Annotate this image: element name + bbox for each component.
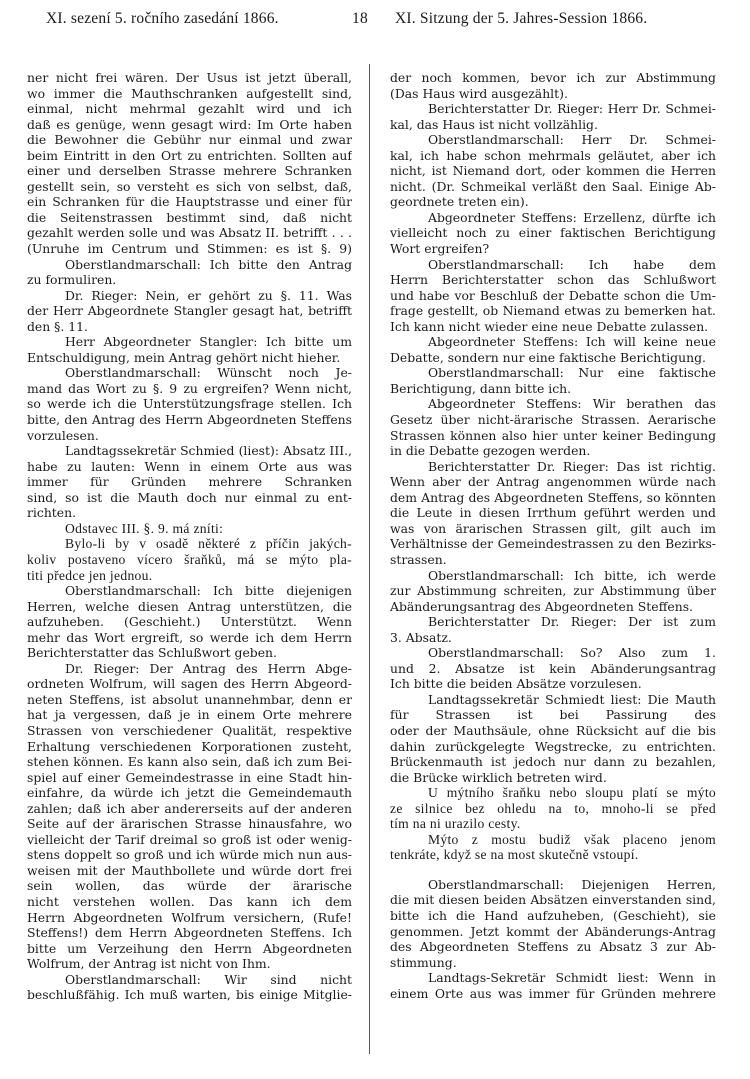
text-line: kal, das Haus ist nicht vollzählig. bbox=[390, 116, 598, 132]
text-line: beim Eintritt in den Ort zu entrichten. Sollten auf bbox=[27, 147, 352, 163]
right-text-column bbox=[390, 70, 716, 1001]
text-line: wo immer die Mauthschranken aufgestellt sind, bbox=[27, 85, 352, 101]
text-line: Oberstlandmarschall: So? Also zum 1. bbox=[428, 645, 716, 661]
text-line: Debatte, sondern nur eine faktische Berichtigung. bbox=[390, 349, 706, 365]
text-line: Wolfrum, der Antrag ist nicht von Ihm. bbox=[27, 956, 271, 972]
text-line: Gesetz über nicht-ärarische Strassen. Aerarische bbox=[390, 412, 716, 428]
text-line: Bylo-li by v osadě některé z příčin jakých- bbox=[65, 536, 352, 552]
text-line: die Leute in diesen Irrthum geführt werden und bbox=[390, 505, 716, 521]
text-line: ze silnice bez ohledu na to, mnoho-li se před bbox=[390, 800, 716, 816]
text-line: Strassen von verschiedener Qualität, respektive bbox=[27, 722, 352, 738]
text-line: zu formuliren. bbox=[27, 272, 117, 288]
text-line: Berichterstatter Dr. Rieger: Der ist zum bbox=[428, 614, 716, 630]
text-line: gezahlt werden solle und was Absatz II. betrifft . . . bbox=[27, 225, 352, 241]
text-line: zahlen; daß ich aber andererseits auf der anderen bbox=[27, 800, 352, 816]
text-line: einfahre, da würde ich jetzt die Gemeindemauth bbox=[27, 785, 352, 801]
text-line: 3. Absatz. bbox=[390, 629, 452, 645]
text-line: sein wollen, das würde der ärarische bbox=[27, 878, 352, 894]
text-line: dahin zurückgelegte Wegstrecke, zu entrichten. bbox=[390, 738, 716, 754]
text-line: Strassen können also hier unter keiner Bedingung bbox=[390, 427, 716, 443]
text-line: dem Antrag des Abgeordneten Steffens, so könnten bbox=[390, 489, 716, 505]
text-line: geordnete treten ein). bbox=[390, 194, 529, 210]
text-line: vorzulesen. bbox=[27, 427, 99, 443]
text-line: die Brücke wirklich betreten wird. bbox=[390, 769, 607, 785]
text-line: der noch kommen, bevor ich zur Abstimmung bbox=[390, 70, 716, 85]
text-line: Herrn Berichterstatter schon das Schlußwort bbox=[390, 272, 716, 288]
text-line: bitte um Verzeihung den Herrn Abgeordneten bbox=[27, 940, 352, 956]
text-line: Steffens!) dem Herrn Abgeordneten Steffens. Ich bbox=[27, 925, 352, 941]
text-line: Ich bitte die beiden Absätze vorzulesen. bbox=[390, 676, 642, 692]
text-line: oder der Mauthsäule, ohne Rücksicht auf die bis bbox=[390, 722, 716, 738]
text-line: bitte, den Antrag des Herrn Abgeordneten Steffens bbox=[27, 412, 352, 428]
column-divider bbox=[369, 64, 370, 1054]
text-line: Oberstlandmarschall: Ich habe dem bbox=[428, 256, 716, 272]
text-line: habe zu lauten: Wenn in einem Orte aus was bbox=[27, 458, 352, 474]
text-line: Odstavec III. §. 9. má zníti: bbox=[65, 520, 224, 536]
text-line: Verhältnisse der Gemeindestrassen zu den Bezirks- bbox=[390, 536, 716, 552]
text-line: einmal, nicht mehrmal gezahlt wird und ich bbox=[27, 101, 352, 117]
text-line: Landtagssekretär Schmied (liest): Absatz III., bbox=[65, 443, 352, 459]
text-line: der Herr Abgeordnete Stangler gesagt hat, betrifft bbox=[27, 303, 352, 319]
text-line: Landtagssekretär Schmiedt liest: Die Mauth bbox=[428, 691, 716, 707]
text-line: einem Orte aus was immer für Gründen mehrere bbox=[390, 985, 716, 1001]
text-line: einer und derselben Strasse mehrere Schranken bbox=[27, 163, 352, 179]
text-line: ner nicht frei wären. Der Usus ist jetzt überall, bbox=[27, 70, 352, 85]
text-line: U mýtního šraňku nebo sloupu platí se mýto bbox=[428, 785, 716, 801]
text-line: Abgeordneter Steffens: Ich will keine neue bbox=[428, 334, 716, 350]
text-line: Berichterstatter Dr. Rieger: Das ist richtig. bbox=[428, 458, 716, 474]
text-line: und 2. Absatze ist kein Abänderungsantrag bbox=[390, 660, 716, 676]
text-line: Seite auf der ärarischen Strasse hinausfahre, wo bbox=[27, 816, 352, 832]
text-line: tenkráte, když se na most skutečně vstoupí. bbox=[390, 847, 639, 863]
text-line: Erhaltung verschiedenen Korporationen zusteht, bbox=[27, 738, 352, 754]
text-line: mand das Wort zu §. 9 zu ergreifen? Wenn nicht, bbox=[27, 380, 352, 396]
left-text-column bbox=[27, 70, 352, 1003]
text-line: Berichterstatter Dr. Rieger: Herr Dr. Schmei- bbox=[428, 101, 716, 117]
text-line: Berichterstatter das Schlußwort geben. bbox=[27, 645, 277, 661]
text-line: Oberstlandmarschall: Diejenigen Herren, bbox=[428, 876, 716, 892]
text-line: sind, so ist die Mauth doch nur einmal zu ent- bbox=[27, 489, 352, 505]
text-line: tím na ni urazilo cesty. bbox=[390, 816, 521, 832]
text-line: Dr. Rieger: Nein, er gehört zu §. 11. Was bbox=[65, 287, 352, 303]
text-line: Abänderungsantrag des Abgeordneten Steffens. bbox=[390, 598, 693, 614]
text-line: (Das Haus wird ausgezählt). bbox=[390, 85, 568, 101]
text-line: Abgeordneter Steffens: Wir berathen das bbox=[428, 396, 716, 412]
text-line: die Bewohner die Gebühr nur einmal und zwar bbox=[27, 132, 352, 148]
text-line: bitte ich die Hand aufzuheben, (Geschieht), sie bbox=[390, 907, 716, 923]
text-line: den §. 11. bbox=[27, 318, 88, 334]
page-header bbox=[0, 8, 750, 32]
text-line: kal, ich habe schon mehrmals geläutet, aber ich bbox=[390, 147, 716, 163]
text-line: richten. bbox=[27, 505, 77, 521]
text-line: genommen. Jetzt kommt der Abänderungs-Antrag bbox=[390, 923, 716, 939]
text-line: mehr das Wort ergreift, so werde ich dem Herrn bbox=[27, 629, 352, 645]
text-line: in die Debatte gezogen werden. bbox=[390, 443, 591, 459]
text-line: Abgeordneter Steffens: Erzellenz, dürfte ich bbox=[428, 209, 716, 225]
text-line: und habe vor Beschluß der Debatte schon die Um- bbox=[390, 287, 716, 303]
header-czech-title: XI. sezení 5. ročního zasedání 1866. bbox=[46, 10, 279, 27]
header-german-title: XI. Sitzung der 5. Jahres-Session 1866. bbox=[395, 10, 648, 27]
text-line: Herren, welche diesen Antrag unterstützen, die bbox=[27, 598, 352, 614]
text-line: Herr Abgeordneter Stangler: Ich bitte um bbox=[65, 334, 352, 350]
text-line: Oberstlandmarschall: Herr Dr. Schmei- bbox=[428, 132, 716, 148]
text-line: Landtags-Sekretär Schmidt liest: Wenn in bbox=[428, 970, 716, 986]
text-line: beschlußfähig. Ich muß warten, bis einige Mitglie- bbox=[27, 987, 352, 1003]
text-line: aufzuheben. (Geschieht.) Unterstützt. Wenn bbox=[27, 614, 352, 630]
text-line: immer für Gründen mehrere Schranken bbox=[27, 474, 352, 490]
text-line: Wenn aber der Antrag angenommen würde nach bbox=[390, 474, 716, 490]
text-line: koliv postaveno vícero šraňků, má se mýto pla- bbox=[27, 551, 352, 567]
text-line: Ich kann nicht wieder eine neue Debatte zulassen. bbox=[390, 318, 709, 334]
text-line: frage gestellt, ob Niemand etwas zu bemerken hat. bbox=[390, 303, 716, 319]
text-line: Oberstlandmarschall: Ich bitte den Antrag bbox=[65, 256, 352, 272]
text-line: daß es genüge, wenn gesagt wird: Im Orte haben bbox=[27, 116, 352, 132]
text-line: ordneten Wolfrum, will sagen des Herrn Abgeord- bbox=[27, 676, 352, 692]
text-line: Oberstlandmarschall: Nur eine faktische bbox=[428, 365, 716, 381]
text-line: Wort ergreifen? bbox=[390, 241, 490, 257]
text-line: was von ärarischen Strassen gilt, gilt auch im bbox=[390, 520, 716, 536]
text-line: Oberstlandmarschall: Ich bitte, ich werde bbox=[428, 567, 716, 583]
text-line: nicht, ist Niemand dort, oder kommen die Herren bbox=[390, 163, 716, 179]
text-line: hat ja vergessen, daß je in einem Orte mehrere bbox=[27, 707, 352, 723]
page-number: 18 bbox=[352, 10, 368, 27]
text-line: für Strassen ist bei Passirung des bbox=[390, 707, 716, 723]
text-line: Oberstlandmarschall: Wünscht noch Je- bbox=[65, 365, 352, 381]
text-line: stehen können. Es kann also sein, daß ich zum Bei- bbox=[27, 754, 352, 770]
text-line: nicht. (Dr. Schmeikal verläßt den Saal. Einige Ab- bbox=[390, 178, 716, 194]
text-line: Brückenmauth ist jedoch nur dann zu bezahlen, bbox=[390, 754, 716, 770]
text-line: zur Abstimmung schreiten, zur Abstimmung über bbox=[390, 583, 716, 599]
text-line: Dr. Rieger: Der Antrag des Herrn Abge- bbox=[65, 660, 352, 676]
text-line: so werde ich die Unterstützungsfrage stellen. Ich bbox=[27, 396, 352, 412]
text-line: Berichtigung, dann bitte ich. bbox=[390, 380, 572, 396]
text-line: (Unruhe im Centrum und Stimmen: es ist §. 9) bbox=[27, 241, 352, 257]
text-line: titi předce jen jednou. bbox=[27, 567, 153, 583]
text-line: die Seitenstrassen bestimmt sind, daß nicht bbox=[27, 209, 352, 225]
text-line: nicht verstehen wollen. Das kann ich dem bbox=[27, 893, 352, 909]
text-line: spiel auf einer Gemeindestrasse in eine Stadt hin- bbox=[27, 769, 352, 785]
text-line: weisen mit der Mauthbollete und würde dort frei bbox=[27, 862, 352, 878]
text-line: Oberstlandmarschall: Ich bitte diejenigen bbox=[65, 583, 352, 599]
text-line: Oberstlandmarschall: Wir sind nicht bbox=[65, 971, 352, 987]
text-line: die mit diesen beiden Absätzen einverstanden sind, bbox=[390, 892, 716, 908]
text-line: stimmung. bbox=[390, 954, 457, 970]
text-line: ein Schranken für die Hauptstrasse und einer für bbox=[27, 194, 352, 210]
text-line: neten Steffens, ist absolut unannehmbar, denn er bbox=[27, 691, 352, 707]
text-line: Mýto z mostu budiž však placeno jenom bbox=[428, 831, 716, 847]
text-line: Entschuldigung, mein Antrag gehört nicht hieher. bbox=[27, 349, 341, 365]
text-line: Herrn Abgeordneten Wolfrum versichern, (Rufe! bbox=[27, 909, 352, 925]
text-line: strassen. bbox=[390, 551, 447, 567]
text-line: stens doppelt so groß und ich würde mich nun aus- bbox=[27, 847, 352, 863]
text-line: vielleicht der Tarif dreimal so groß ist oder wenig- bbox=[27, 831, 352, 847]
text-line: des Abgeordneten Steffens zu Absatz 3 zur Ab- bbox=[390, 939, 716, 955]
text-line: gestellt sein, so versteht es sich von selbst, daß, bbox=[27, 178, 352, 194]
text-line: vielleicht noch zu einer faktischen Berichtigung bbox=[390, 225, 716, 241]
